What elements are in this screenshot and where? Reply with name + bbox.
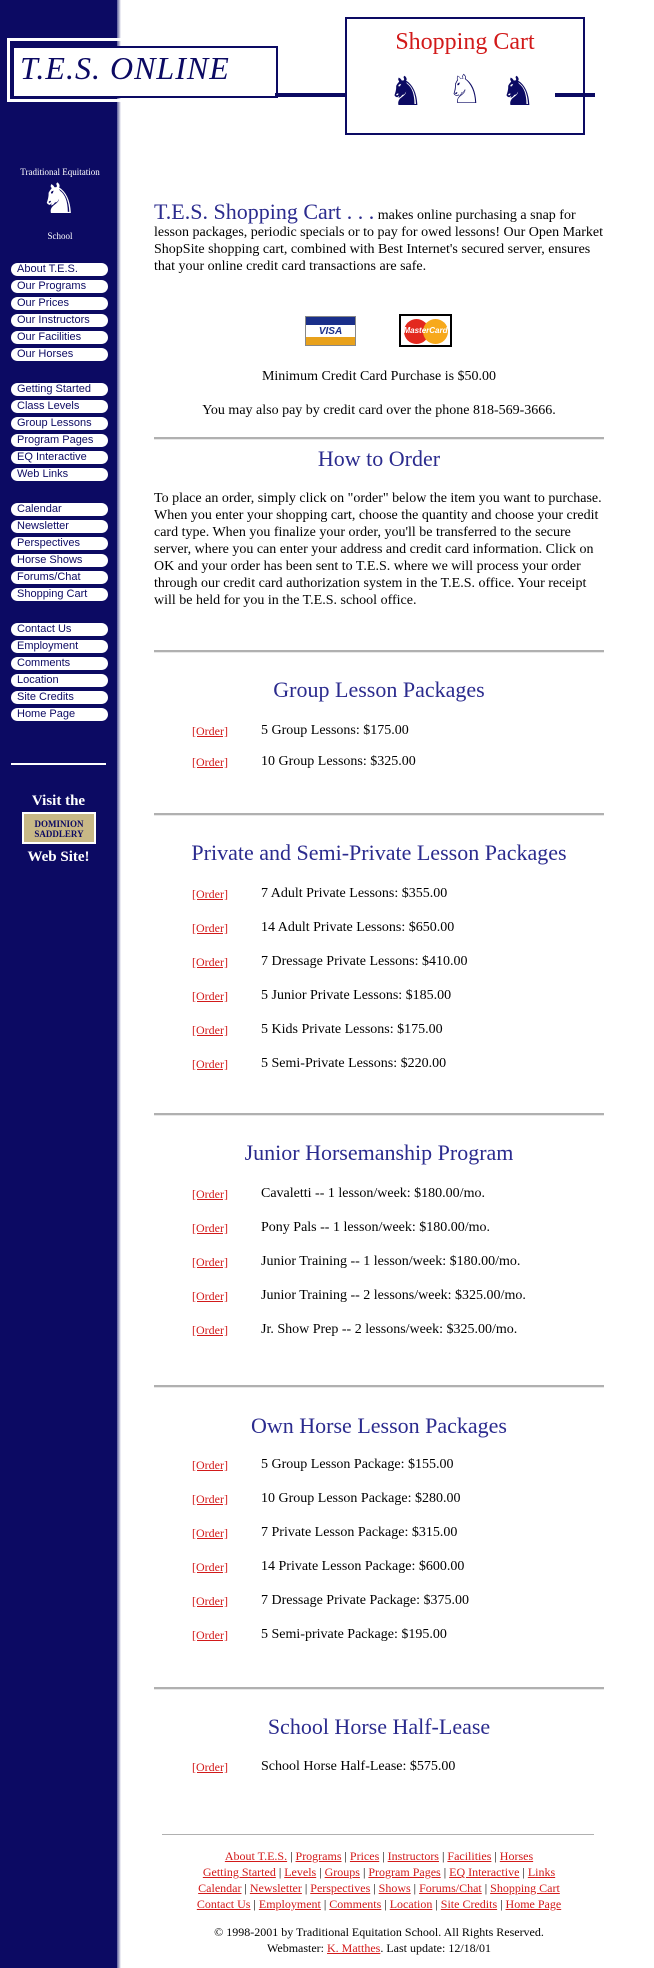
section-title-own-horse: Own Horse Lesson Packages	[251, 1413, 507, 1438]
footer-link[interactable]: Calendar	[198, 1881, 242, 1895]
nav-class-levels[interactable]: Class Levels	[11, 400, 108, 413]
nav-our-programs[interactable]: Our Programs	[11, 280, 108, 293]
footer-link[interactable]: Shopping Cart	[490, 1881, 560, 1895]
order-link[interactable]: [Order]	[192, 921, 228, 935]
footer-links-row-4: Contact Us | Employment | Comments | Location | Site Credits | Home Page	[196, 1897, 562, 1911]
page-banner-title: Shopping Cart	[395, 29, 535, 55]
list-item	[192, 919, 612, 937]
nav-newsletter[interactable]: Newsletter	[11, 520, 108, 533]
nav-eq-interactive[interactable]: EQ Interactive	[11, 451, 108, 464]
footer-divider	[162, 1834, 594, 1835]
nav-our-facilities[interactable]: Our Facilities	[11, 331, 108, 344]
nav-shopping-cart[interactable]: Shopping Cart	[11, 588, 108, 601]
how-to-order-text: To place an order, simply click on "order" below the item you want to purchase. When you enter your shopping cart, choose the quantity and choose your credit card type. When you finalize your order, you'll be transferred to the secure server, where you can enter your address and credit card information. Click on OK and your order has been sent to T.E.S. where we will process your order through our credit card authorization system in the T.E.S. office. Your receipt will be held for you in the T.E.S. school office.	[154, 491, 602, 608]
nav-web-links[interactable]: Web Links	[11, 468, 108, 481]
footer-link[interactable]: Shows	[378, 1881, 411, 1895]
list-item	[192, 1558, 612, 1576]
list-item	[192, 1524, 612, 1542]
order-link[interactable]: [Order]	[192, 724, 228, 738]
footer-link[interactable]: Facilities	[447, 1849, 492, 1863]
emblem-school-text: School	[47, 231, 73, 241]
footer-link[interactable]: Employment	[258, 1897, 321, 1911]
order-link[interactable]: [Order]	[192, 1628, 228, 1642]
nav-home-page[interactable]: Home Page	[11, 708, 108, 721]
item-text: Jr. Show Prep -- 2 lessons/week: $325.00/mo.	[261, 1322, 518, 1337]
site-logo[interactable]: T.E.S. ONLINE	[20, 50, 230, 86]
header-rule-right	[555, 93, 595, 97]
copyright: © 1998-2001 by Traditional Equitation School. All Rights Reserved.	[214, 1925, 544, 1939]
dominion-saddlery-logo[interactable]: DOMINION SADDLERY	[22, 812, 96, 844]
mastercard-label: MasterCard	[403, 326, 448, 335]
last-update: . Last update: 12/18/01	[380, 1941, 491, 1955]
list-item	[192, 1055, 612, 1073]
intro-body: makes online purchasing a snap for lesson packages, periodic specials or to pay for owed lessons! Our Open Market ShopSite shopping cart, combined with Best Internet's secured server, ensures that your online credit card transactions are safe.	[154, 208, 604, 274]
item-text: 14 Adult Private Lessons: $650.00	[261, 920, 455, 935]
section-title-group-lessons: Group Lesson Packages	[273, 677, 485, 702]
order-link[interactable]: [Order]	[192, 1023, 228, 1037]
divider	[154, 813, 604, 816]
order-link[interactable]: [Order]	[192, 989, 228, 1003]
how-to-order-title: How to Order	[317, 446, 441, 471]
sidebar-divider	[11, 763, 106, 765]
nav-group-lessons[interactable]: Group Lessons	[11, 417, 108, 430]
item-text: School Horse Half-Lease: $575.00	[261, 1759, 456, 1774]
section-title-private-lessons: Private and Semi-Private Lesson Packages	[191, 840, 567, 865]
footer-link[interactable]: Programs	[295, 1849, 342, 1863]
visit-label-bottom: Web Site!	[27, 849, 90, 865]
footer-link[interactable]: About T.E.S.	[224, 1849, 288, 1863]
item-text: 7 Private Lesson Package: $315.00	[261, 1525, 458, 1540]
list-item	[192, 1490, 612, 1508]
credit-cards	[305, 314, 455, 350]
list-item	[192, 722, 612, 740]
item-text: 5 Junior Private Lessons: $185.00	[261, 988, 452, 1003]
item-text: 10 Group Lessons: $325.00	[261, 754, 416, 769]
western-horse-icon: ♞	[500, 69, 536, 114]
sidebar-edge	[117, 0, 121, 1968]
list-item	[192, 1021, 612, 1039]
nav-comments[interactable]: Comments	[11, 657, 108, 670]
footer-link[interactable]: Perspectives	[310, 1881, 371, 1895]
order-link[interactable]: [Order]	[192, 1560, 228, 1574]
nav-calendar[interactable]: Calendar	[11, 503, 108, 516]
footer-links-row-2: Getting Started | Levels | Groups | Program Pages | EQ Interactive | Links	[202, 1865, 556, 1879]
order-link[interactable]: [Order]	[192, 1492, 228, 1506]
intro-paragraph	[154, 199, 604, 275]
nav-employment[interactable]: Employment	[11, 640, 108, 653]
footer-link[interactable]: Program Pages	[368, 1865, 441, 1879]
nav-location[interactable]: Location	[11, 674, 108, 687]
order-link[interactable]: [Order]	[192, 955, 228, 969]
nav-our-prices[interactable]: Our Prices	[11, 297, 108, 310]
footer-link[interactable]: Newsletter	[249, 1881, 302, 1895]
visit-label-top: Visit the	[31, 793, 86, 809]
item-text: 5 Semi-private Package: $195.00	[261, 1627, 447, 1642]
footer-link[interactable]: Getting Started	[202, 1865, 276, 1879]
item-text: Junior Training -- 1 lesson/week: $180.00/mo.	[261, 1254, 521, 1269]
footer-link[interactable]: Prices	[349, 1849, 380, 1863]
list-item	[192, 753, 612, 771]
footer-link[interactable]: Links	[527, 1865, 556, 1879]
list-item	[192, 1287, 612, 1305]
item-text: Cavaletti -- 1 lesson/week: $180.00/mo.	[261, 1186, 485, 1201]
nav-our-instructors[interactable]: Our Instructors	[11, 314, 108, 327]
order-link[interactable]: [Order]	[192, 1187, 228, 1201]
footer-link[interactable]: Home Page	[505, 1897, 562, 1911]
phone-payment: You may also pay by credit card over the phone 818-569-3666.	[202, 403, 556, 418]
jumping-horse-icon: ♞	[388, 69, 424, 114]
webmaster-line	[154, 1940, 604, 1956]
item-text: 5 Group Lesson Package: $155.00	[261, 1457, 454, 1472]
footer-link[interactable]: Site Credits	[440, 1897, 498, 1911]
list-item	[192, 1185, 612, 1203]
list-item	[192, 1758, 612, 1776]
list-item	[192, 1253, 612, 1271]
nav-program-pages[interactable]: Program Pages	[11, 434, 108, 447]
list-item	[192, 1626, 612, 1644]
school-emblem	[10, 165, 110, 245]
list-item	[192, 1456, 612, 1474]
emblem-arc-text: Traditional Equitation	[20, 167, 100, 177]
nav-horse-shows[interactable]: Horse Shows	[11, 554, 108, 567]
order-link[interactable]: [Order]	[192, 1289, 228, 1303]
list-item	[192, 1592, 612, 1610]
rider-horse-icon: ♞	[40, 177, 78, 223]
webmaster-link[interactable]: K. Matthes	[327, 1941, 381, 1955]
footer-link[interactable]: Levels	[284, 1865, 317, 1879]
dressage-horse-icon: ♘	[447, 67, 483, 112]
item-text: 7 Dressage Private Package: $375.00	[261, 1593, 469, 1608]
order-link[interactable]: [Order]	[192, 755, 228, 769]
footer-link[interactable]: Contact Us	[196, 1897, 251, 1911]
sidebar	[0, 0, 117, 1968]
item-text: 14 Private Lesson Package: $600.00	[261, 1559, 465, 1574]
order-link[interactable]: [Order]	[192, 1594, 228, 1608]
divider	[154, 1687, 604, 1690]
webmaster-prefix: Webmaster:	[267, 1941, 328, 1955]
nav-site-credits[interactable]: Site Credits	[11, 691, 108, 704]
list-item	[192, 885, 612, 903]
section-title-junior-horsemanship: Junior Horsemanship Program	[244, 1140, 514, 1165]
visa-label: VISA	[318, 326, 343, 337]
divider	[154, 650, 604, 653]
order-link[interactable]: [Order]	[192, 1057, 228, 1071]
section-title-half-lease: School Horse Half-Lease	[267, 1714, 491, 1739]
minimum-purchase: Minimum Credit Card Purchase is $50.00	[261, 369, 497, 384]
footer-links-row-1: About T.E.S. | Programs | Prices | Instructors | Facilities | Horses	[224, 1849, 534, 1863]
divider	[154, 1385, 604, 1388]
item-text: 5 Group Lessons: $175.00	[261, 723, 409, 738]
order-link[interactable]: [Order]	[192, 1526, 228, 1540]
item-text: Junior Training -- 2 lessons/week: $325.00/mo.	[261, 1288, 526, 1303]
nav-contact-us[interactable]: Contact Us	[11, 623, 108, 636]
item-text: Pony Pals -- 1 lesson/week: $180.00/mo.	[261, 1220, 491, 1235]
order-link[interactable]: [Order]	[192, 887, 228, 901]
intro-lead: T.E.S. Shopping Cart . . .	[154, 199, 375, 224]
order-link[interactable]: [Order]	[192, 1221, 228, 1235]
footer-link[interactable]: Location	[389, 1897, 433, 1911]
nav-getting-started[interactable]: Getting Started	[11, 383, 108, 396]
order-link[interactable]: [Order]	[192, 1760, 228, 1774]
order-link[interactable]: [Order]	[192, 1458, 228, 1472]
footer-link[interactable]: EQ Interactive	[449, 1865, 520, 1879]
order-link[interactable]: [Order]	[192, 1255, 228, 1269]
footer-link[interactable]: Forums/Chat	[419, 1881, 482, 1895]
nav-forums-chat[interactable]: Forums/Chat	[11, 571, 108, 584]
nav-about-tes[interactable]: About T.E.S.	[11, 263, 108, 276]
item-text: 7 Adult Private Lessons: $355.00	[261, 886, 448, 901]
nav-our-horses[interactable]: Our Horses	[11, 348, 108, 361]
divider	[154, 1113, 604, 1116]
mastercard-logo	[399, 314, 452, 347]
item-text: 5 Kids Private Lessons: $175.00	[261, 1022, 443, 1037]
list-item	[192, 1219, 612, 1237]
divider	[154, 437, 604, 440]
order-link[interactable]: [Order]	[192, 1323, 228, 1337]
footer-links-row-3: Calendar | Newsletter | Perspectives | Shows | Forums/Chat | Shopping Cart	[198, 1881, 560, 1895]
footer-link[interactable]: Comments	[329, 1897, 382, 1911]
visa-logo	[305, 316, 356, 346]
list-item	[192, 1321, 612, 1339]
list-item	[192, 987, 612, 1005]
footer-link[interactable]: Instructors	[387, 1849, 439, 1863]
list-item	[192, 953, 612, 971]
item-text: 5 Semi-Private Lessons: $220.00	[261, 1056, 447, 1071]
item-text: 10 Group Lesson Package: $280.00	[261, 1491, 461, 1506]
nav-perspectives[interactable]: Perspectives	[11, 537, 108, 550]
item-text: 7 Dressage Private Lessons: $410.00	[261, 954, 468, 969]
footer-link[interactable]: Groups	[324, 1865, 360, 1879]
footer-link[interactable]: Horses	[499, 1849, 534, 1863]
